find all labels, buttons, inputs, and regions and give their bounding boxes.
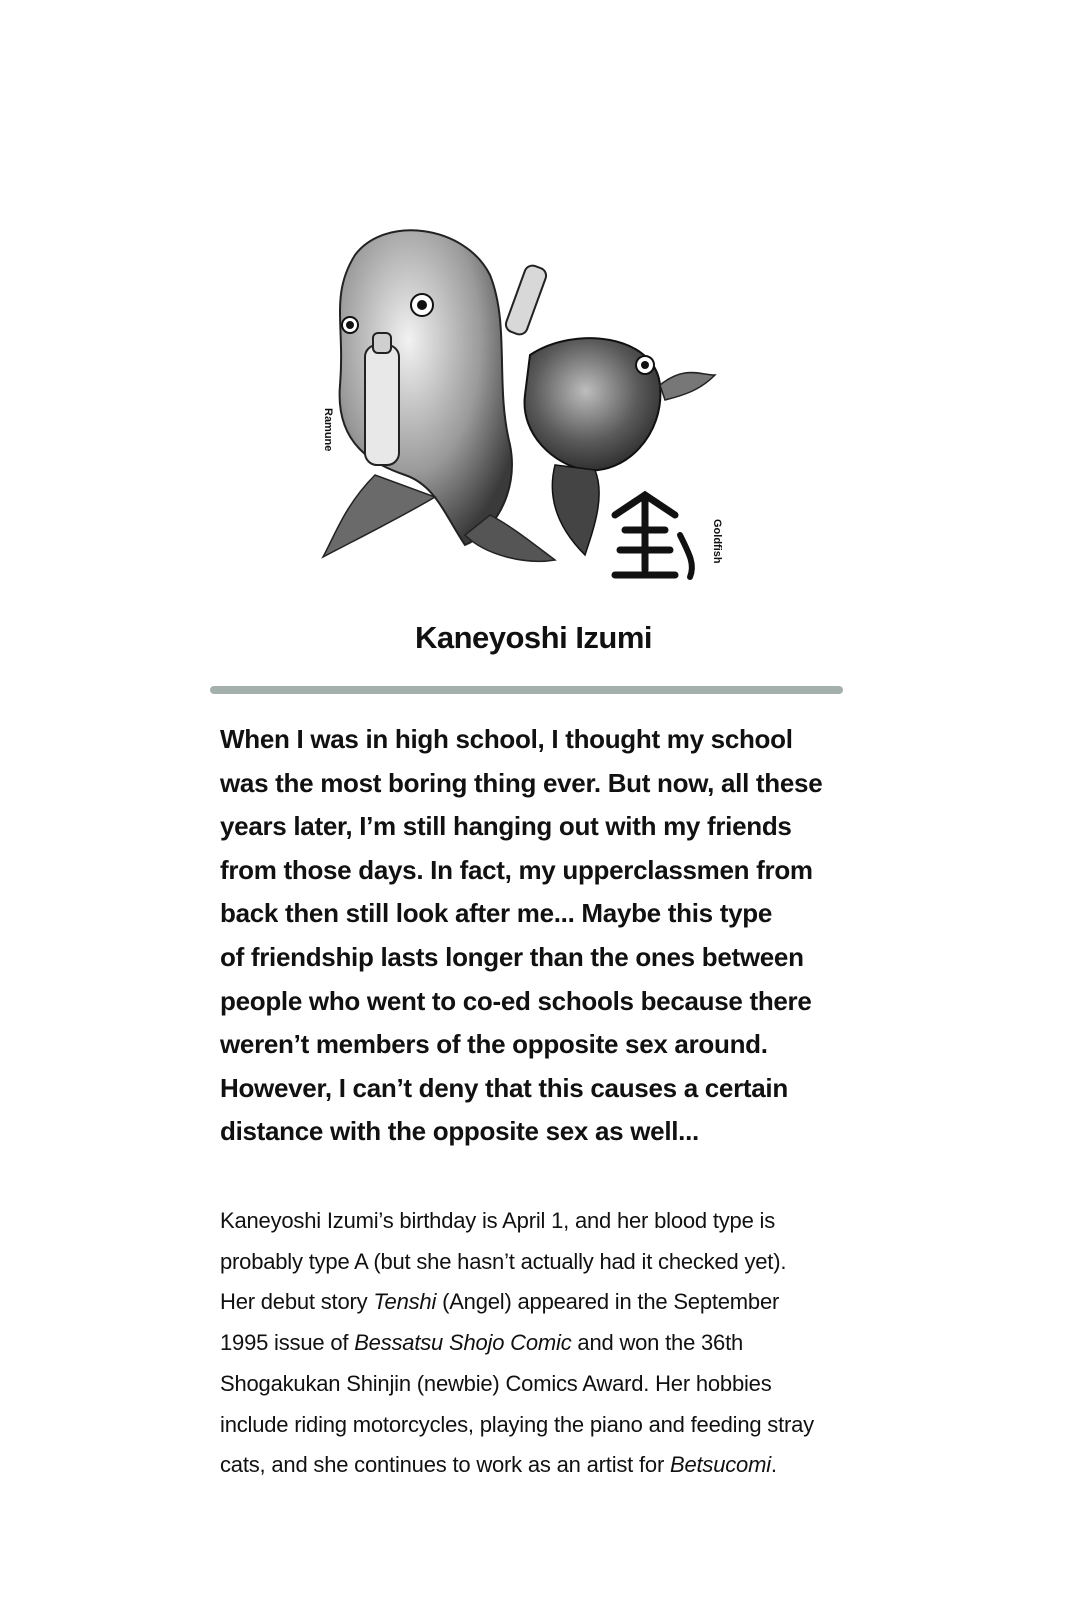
author-name: Kaneyoshi Izumi bbox=[414, 620, 653, 655]
author-bio bbox=[220, 1201, 860, 1486]
quote-line: of friendship lasts longer than the ones between bbox=[220, 941, 804, 972]
bio-line: probably type A (but she hasn’t actually had it checked yet). bbox=[220, 1248, 787, 1274]
bio-line: Shogakukan Shinjin (newbie) Comics Award. Her hobbies bbox=[220, 1370, 772, 1396]
quote-line: When I was in high school, I thought my school bbox=[220, 724, 793, 754]
quote-line: people who went to co-ed schools because there bbox=[220, 985, 812, 1016]
bio-line: Her debut story Tenshi (Angel) appeared in the September bbox=[220, 1289, 780, 1315]
quote-line: back then still look after me... Maybe this type bbox=[220, 898, 772, 929]
title-betsucomi: Betsucomi bbox=[670, 1452, 771, 1478]
quote-line: weren’t members of the opposite sex around. bbox=[220, 1029, 768, 1060]
quote-line: from those days. In fact, my upperclassmen from bbox=[220, 854, 813, 885]
title-tenshi: Tenshi bbox=[373, 1289, 437, 1315]
quote-line: distance with the opposite sex as well... bbox=[220, 1116, 699, 1147]
bio-line: 1995 issue of Bessatsu Shojo Comic and won the 36th bbox=[220, 1330, 744, 1356]
ramune-label: Ramune bbox=[322, 408, 334, 452]
goldfish-label: Goldfish bbox=[711, 519, 723, 564]
quote-line: years later, I’m still hanging out with my friends bbox=[220, 811, 792, 842]
quote-line: was the most boring thing ever. But now, all these bbox=[220, 767, 823, 798]
bio-line: cats, and she continues to work as an artist for Betsucomi. bbox=[220, 1452, 777, 1478]
bio-line: include riding motorcycles, playing the piano and feeding stray bbox=[220, 1411, 814, 1437]
title-bessatsu: Bessatsu Shojo Comic bbox=[354, 1330, 572, 1356]
bio-line: Kaneyoshi Izumi’s birthday is April 1, and her blood type is bbox=[220, 1208, 776, 1233]
author-quote bbox=[220, 718, 860, 1154]
author-illustration bbox=[315, 215, 735, 585]
quote-line: However, I can’t deny that this causes a certain bbox=[220, 1072, 788, 1103]
goldfish-illustration bbox=[315, 215, 735, 585]
divider bbox=[210, 686, 843, 694]
